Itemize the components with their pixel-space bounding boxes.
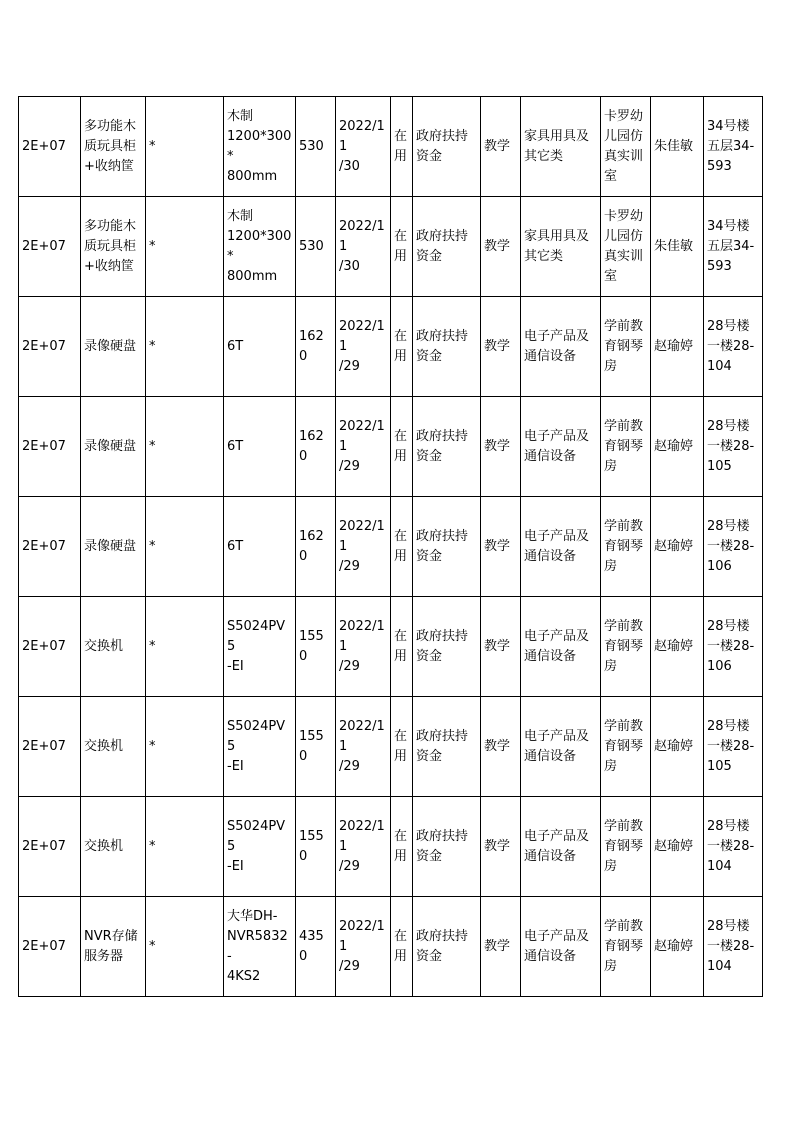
cell-fund: 政府扶持 资金 <box>413 597 481 697</box>
cell-spec: 6T <box>224 497 296 597</box>
cell-mark: * <box>146 497 224 597</box>
cell-fund: 政府扶持 资金 <box>413 397 481 497</box>
cell-use: 教学 <box>481 497 521 597</box>
cell-status: 在 用 <box>391 697 413 797</box>
cell-price: 1620 <box>296 297 336 397</box>
cell-fund: 政府扶持 资金 <box>413 97 481 197</box>
cell-location: 28号楼 一楼28- 104 <box>704 297 763 397</box>
cell-price: 530 <box>296 97 336 197</box>
cell-mark: * <box>146 97 224 197</box>
cell-spec: S5024PV5 -EI <box>224 697 296 797</box>
cell-keeper: 赵瑜婷 <box>651 797 704 897</box>
cell-id: 2E+07 <box>19 897 81 997</box>
cell-spec: S5024PV5 -EI <box>224 597 296 697</box>
cell-name: NVR存储 服务器 <box>81 897 146 997</box>
cell-category: 电子产品及 通信设备 <box>521 897 601 997</box>
table-row <box>19 797 763 897</box>
cell-id: 2E+07 <box>19 797 81 897</box>
cell-date: 2022/11 /29 <box>336 597 391 697</box>
cell-name: 交换机 <box>81 697 146 797</box>
cell-mark: * <box>146 297 224 397</box>
cell-category: 电子产品及 通信设备 <box>521 397 601 497</box>
cell-date: 2022/11 /30 <box>336 97 391 197</box>
cell-use: 教学 <box>481 797 521 897</box>
cell-fund: 政府扶持 资金 <box>413 497 481 597</box>
cell-keeper: 朱佳敏 <box>651 197 704 297</box>
cell-spec: 6T <box>224 297 296 397</box>
cell-price: 530 <box>296 197 336 297</box>
table-row <box>19 497 763 597</box>
cell-price: 1550 <box>296 697 336 797</box>
cell-id: 2E+07 <box>19 197 81 297</box>
table-row <box>19 597 763 697</box>
cell-location: 28号楼 一楼28- 106 <box>704 597 763 697</box>
cell-mark: * <box>146 697 224 797</box>
cell-use: 教学 <box>481 697 521 797</box>
cell-status: 在 用 <box>391 197 413 297</box>
cell-price: 1550 <box>296 797 336 897</box>
cell-category: 家具用具及 其它类 <box>521 197 601 297</box>
cell-name: 交换机 <box>81 597 146 697</box>
cell-id: 2E+07 <box>19 397 81 497</box>
cell-category: 家具用具及 其它类 <box>521 97 601 197</box>
cell-fund: 政府扶持 资金 <box>413 697 481 797</box>
cell-dept: 学前教 育钢琴 房 <box>601 397 651 497</box>
cell-dept: 学前教 育钢琴 房 <box>601 297 651 397</box>
cell-mark: * <box>146 797 224 897</box>
table-row <box>19 397 763 497</box>
cell-spec: 大华DH- NVR5832- 4KS2 <box>224 897 296 997</box>
cell-keeper: 朱佳敏 <box>651 97 704 197</box>
cell-name: 录像硬盘 <box>81 497 146 597</box>
cell-use: 教学 <box>481 197 521 297</box>
cell-use: 教学 <box>481 397 521 497</box>
cell-mark: * <box>146 597 224 697</box>
cell-id: 2E+07 <box>19 97 81 197</box>
cell-location: 34号楼 五层34- 593 <box>704 97 763 197</box>
cell-use: 教学 <box>481 597 521 697</box>
cell-keeper: 赵瑜婷 <box>651 397 704 497</box>
cell-id: 2E+07 <box>19 597 81 697</box>
cell-fund: 政府扶持 资金 <box>413 197 481 297</box>
cell-date: 2022/11 /29 <box>336 797 391 897</box>
table-body <box>19 97 763 997</box>
cell-id: 2E+07 <box>19 497 81 597</box>
cell-location: 28号楼 一楼28- 106 <box>704 497 763 597</box>
cell-keeper: 赵瑜婷 <box>651 697 704 797</box>
cell-id: 2E+07 <box>19 297 81 397</box>
cell-location: 28号楼 一楼28- 105 <box>704 397 763 497</box>
cell-fund: 政府扶持 资金 <box>413 897 481 997</box>
cell-use: 教学 <box>481 97 521 197</box>
cell-location: 28号楼 一楼28- 105 <box>704 697 763 797</box>
cell-location: 34号楼 五层34- 593 <box>704 197 763 297</box>
cell-use: 教学 <box>481 897 521 997</box>
cell-fund: 政府扶持 资金 <box>413 297 481 397</box>
table-row <box>19 197 763 297</box>
cell-status: 在 用 <box>391 97 413 197</box>
cell-price: 1620 <box>296 497 336 597</box>
cell-name: 录像硬盘 <box>81 297 146 397</box>
cell-mark: * <box>146 397 224 497</box>
cell-fund: 政府扶持 资金 <box>413 797 481 897</box>
cell-name: 多功能木 质玩具柜 +收纳筐 <box>81 97 146 197</box>
cell-spec: 6T <box>224 397 296 497</box>
cell-category: 电子产品及 通信设备 <box>521 497 601 597</box>
cell-dept: 卡罗幼 儿园仿 真实训 室 <box>601 197 651 297</box>
cell-status: 在 用 <box>391 297 413 397</box>
cell-name: 交换机 <box>81 797 146 897</box>
table-row <box>19 297 763 397</box>
cell-name: 多功能木 质玩具柜 +收纳筐 <box>81 197 146 297</box>
cell-keeper: 赵瑜婷 <box>651 297 704 397</box>
cell-category: 电子产品及 通信设备 <box>521 297 601 397</box>
cell-date: 2022/11 /29 <box>336 897 391 997</box>
cell-price: 4350 <box>296 897 336 997</box>
cell-mark: * <box>146 897 224 997</box>
cell-dept: 学前教 育钢琴 房 <box>601 697 651 797</box>
cell-dept: 学前教 育钢琴 房 <box>601 897 651 997</box>
cell-price: 1550 <box>296 597 336 697</box>
cell-keeper: 赵瑜婷 <box>651 597 704 697</box>
cell-category: 电子产品及 通信设备 <box>521 797 601 897</box>
cell-location: 28号楼 一楼28- 104 <box>704 897 763 997</box>
cell-status: 在 用 <box>391 397 413 497</box>
asset-table <box>18 96 763 997</box>
cell-mark: * <box>146 197 224 297</box>
cell-dept: 学前教 育钢琴 房 <box>601 497 651 597</box>
cell-dept: 学前教 育钢琴 房 <box>601 797 651 897</box>
cell-spec: S5024PV5 -EI <box>224 797 296 897</box>
cell-use: 教学 <box>481 297 521 397</box>
cell-category: 电子产品及 通信设备 <box>521 697 601 797</box>
cell-spec: 木制 1200*300* 800mm <box>224 97 296 197</box>
cell-status: 在 用 <box>391 597 413 697</box>
cell-date: 2022/11 /29 <box>336 497 391 597</box>
cell-date: 2022/11 /30 <box>336 197 391 297</box>
cell-date: 2022/11 /29 <box>336 697 391 797</box>
table-row <box>19 897 763 997</box>
cell-date: 2022/11 /29 <box>336 297 391 397</box>
cell-dept: 卡罗幼 儿园仿 真实训 室 <box>601 97 651 197</box>
cell-keeper: 赵瑜婷 <box>651 497 704 597</box>
cell-category: 电子产品及 通信设备 <box>521 597 601 697</box>
cell-spec: 木制 1200*300* 800mm <box>224 197 296 297</box>
cell-status: 在 用 <box>391 797 413 897</box>
cell-price: 1620 <box>296 397 336 497</box>
table-row <box>19 697 763 797</box>
cell-date: 2022/11 /29 <box>336 397 391 497</box>
cell-name: 录像硬盘 <box>81 397 146 497</box>
cell-location: 28号楼 一楼28- 104 <box>704 797 763 897</box>
table-row <box>19 97 763 197</box>
cell-id: 2E+07 <box>19 697 81 797</box>
cell-status: 在 用 <box>391 897 413 997</box>
cell-status: 在 用 <box>391 497 413 597</box>
cell-keeper: 赵瑜婷 <box>651 897 704 997</box>
cell-dept: 学前教 育钢琴 房 <box>601 597 651 697</box>
